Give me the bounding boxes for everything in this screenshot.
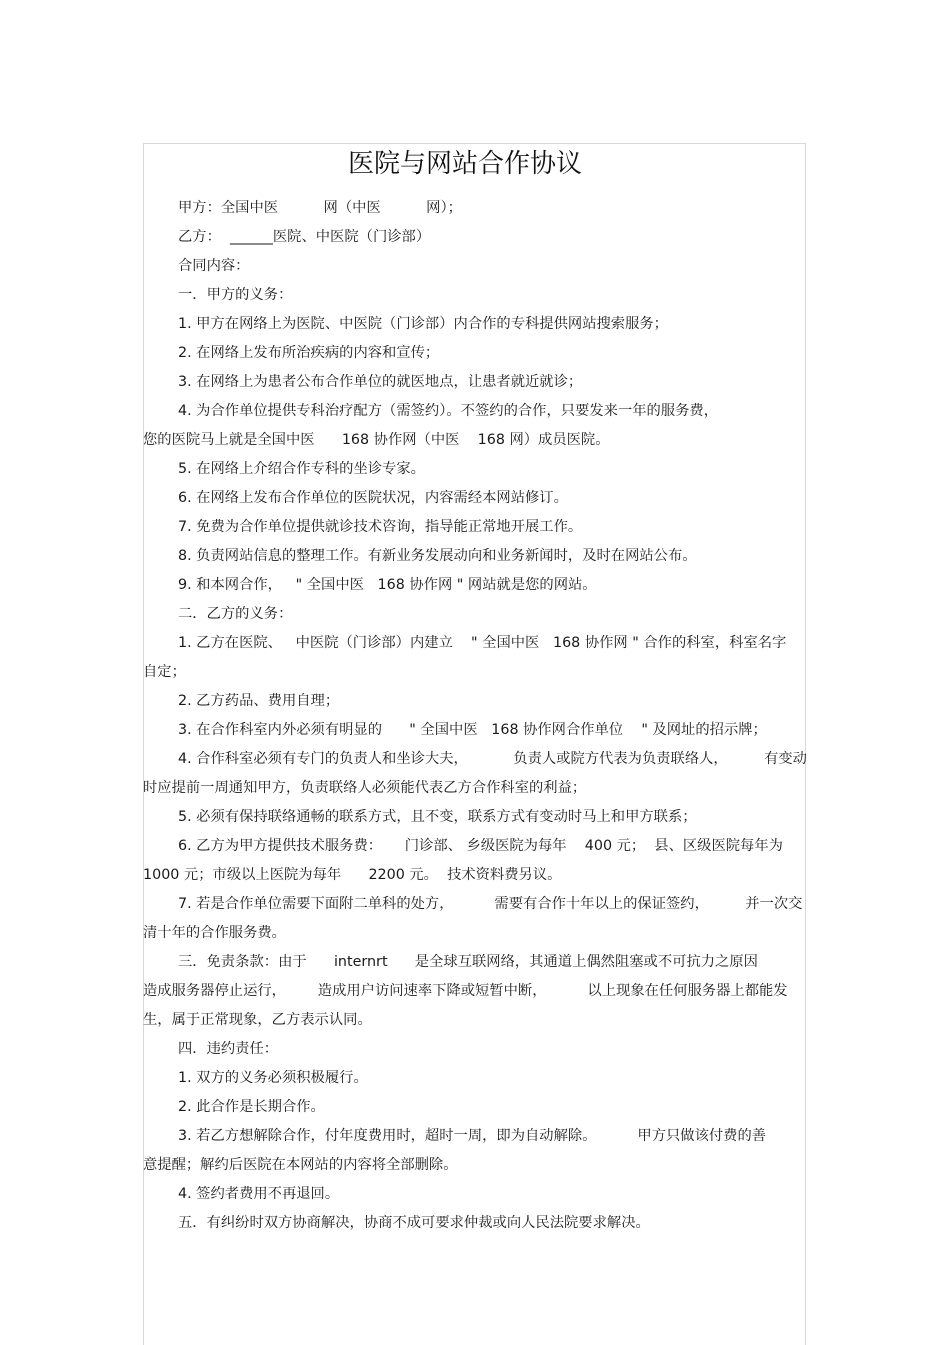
clause-b1-cont: 自定； [143, 664, 186, 680]
clause-d2: 2. 此合作是长期合作。 [178, 1099, 325, 1115]
section-heading-3: 三．免责条款：由于 internrt 是全球互联网络，其通道上偶然阻塞或不可抗力之原因 [178, 954, 758, 970]
clause-d1: 1. 双方的义务必须积极履行。 [178, 1070, 368, 1086]
clause-a3: 3. 在网络上为患者公布合作单位的就医地点，让患者就近就诊； [178, 374, 583, 390]
disclaimer-cont-2: 生，属于正常现象，乙方表示认同。 [143, 1012, 372, 1028]
clause-d4: 4. 签约者费用不再退回。 [178, 1186, 340, 1202]
clause-b7: 7. 若是合作单位需要下面附二单科的处方， 需要有合作十年以上的保证签约， 并一次交 [178, 896, 803, 912]
clause-b2: 2. 乙方药品、费用自理； [178, 693, 340, 709]
clause-a6: 6. 在网络上发布合作单位的医院状况，内容需经本网站修订。 [178, 490, 568, 506]
clause-b7-cont: 清十年的合作服务费。 [143, 925, 286, 941]
document-title: 医院与网站合作协议 [347, 149, 582, 179]
clause-d3-cont: 意提醒；解约后医院在本网站的内容将全部删除。 [143, 1157, 458, 1173]
clause-a9: 9. 和本网合作， " 全国中医 168 协作网 " 网站就是您的网站。 [178, 577, 597, 593]
disclaimer-cont-1: 造成服务器停止运行， 造成用户访问速率下降或短暂中断， 以上现象在任何服务器上都能发 [143, 983, 788, 999]
section-heading-2: 二．乙方的义务： [178, 606, 293, 622]
clause-b6-cont: 1000 元；市级以上医院为每年 2200 元。 技术资料费另议。 [143, 867, 562, 883]
clause-a4-cont: 您的医院马上就是全国中医 168 协作网（中医 168 网）成员医院。 [143, 432, 610, 448]
clause-a2: 2. 在网络上发布所治疾病的内容和宣传； [178, 345, 440, 361]
party-a-line: 甲方：全国中医 网（中医 网）； [178, 200, 462, 216]
section-heading-4: 四．违约责任： [178, 1041, 279, 1057]
clause-a1: 1. 甲方在网络上为医院、中医院（门诊部）内合作的专科提供网站搜索服务； [178, 316, 668, 332]
clause-d3: 3. 若乙方想解除合作，付年度费用时，超时一周，即为自动解除。 甲方只做该付费的善 [178, 1128, 767, 1144]
clause-b6: 6. 乙方为甲方提供技术服务费： 门诊部、 乡级医院为每年 400 元； 县、区级医院每年为 [178, 838, 783, 854]
clause-b1: 1. 乙方在医院、 中医院（门诊部）内建立 " 全国中医 168 协作网 " 合作的科室，科室名字 [178, 635, 787, 651]
section-heading-1: 一．甲方的义务： [178, 287, 293, 303]
party-b-line: 乙方： ______医院、中医院（门诊部） [178, 229, 431, 245]
clause-b4-cont: 时应提前一周通知甲方，负责联络人必须能代表乙方合作科室的利益； [143, 780, 587, 796]
clause-b3: 3. 在合作科室内外必须有明显的 " 全国中医 168 协作网合作单位 " 及网址的招示牌； [178, 722, 767, 738]
section-heading-5: 五．有纠纷时双方协商解决，协商不成可要求仲裁或向人民法院要求解决。 [178, 1215, 650, 1231]
contract-content-heading: 合同内容： [178, 258, 250, 274]
clause-a5: 5. 在网络上介绍合作专科的坐诊专家。 [178, 461, 425, 477]
clause-a8: 8. 负责网站信息的整理工作。有新业务发展动向和业务新闻时，及时在网站公布。 [178, 548, 697, 564]
clause-a7: 7. 免费为合作单位提供就诊技术咨询，指导能正常地开展工作。 [178, 519, 583, 535]
clause-b4: 4. 合作科室必须有专门的负责人和坐诊大夫， 负责人或院方代表为负责联络人， 有变动 [178, 751, 807, 767]
clause-a4: 4. 为合作单位提供专科治疗配方（需签约）。不签约的合作，只要发来一年的服务费， [178, 403, 719, 419]
clause-b5: 5. 必须有保持联络通畅的联系方式，且不变，联系方式有变动时马上和甲方联系； [178, 809, 697, 825]
